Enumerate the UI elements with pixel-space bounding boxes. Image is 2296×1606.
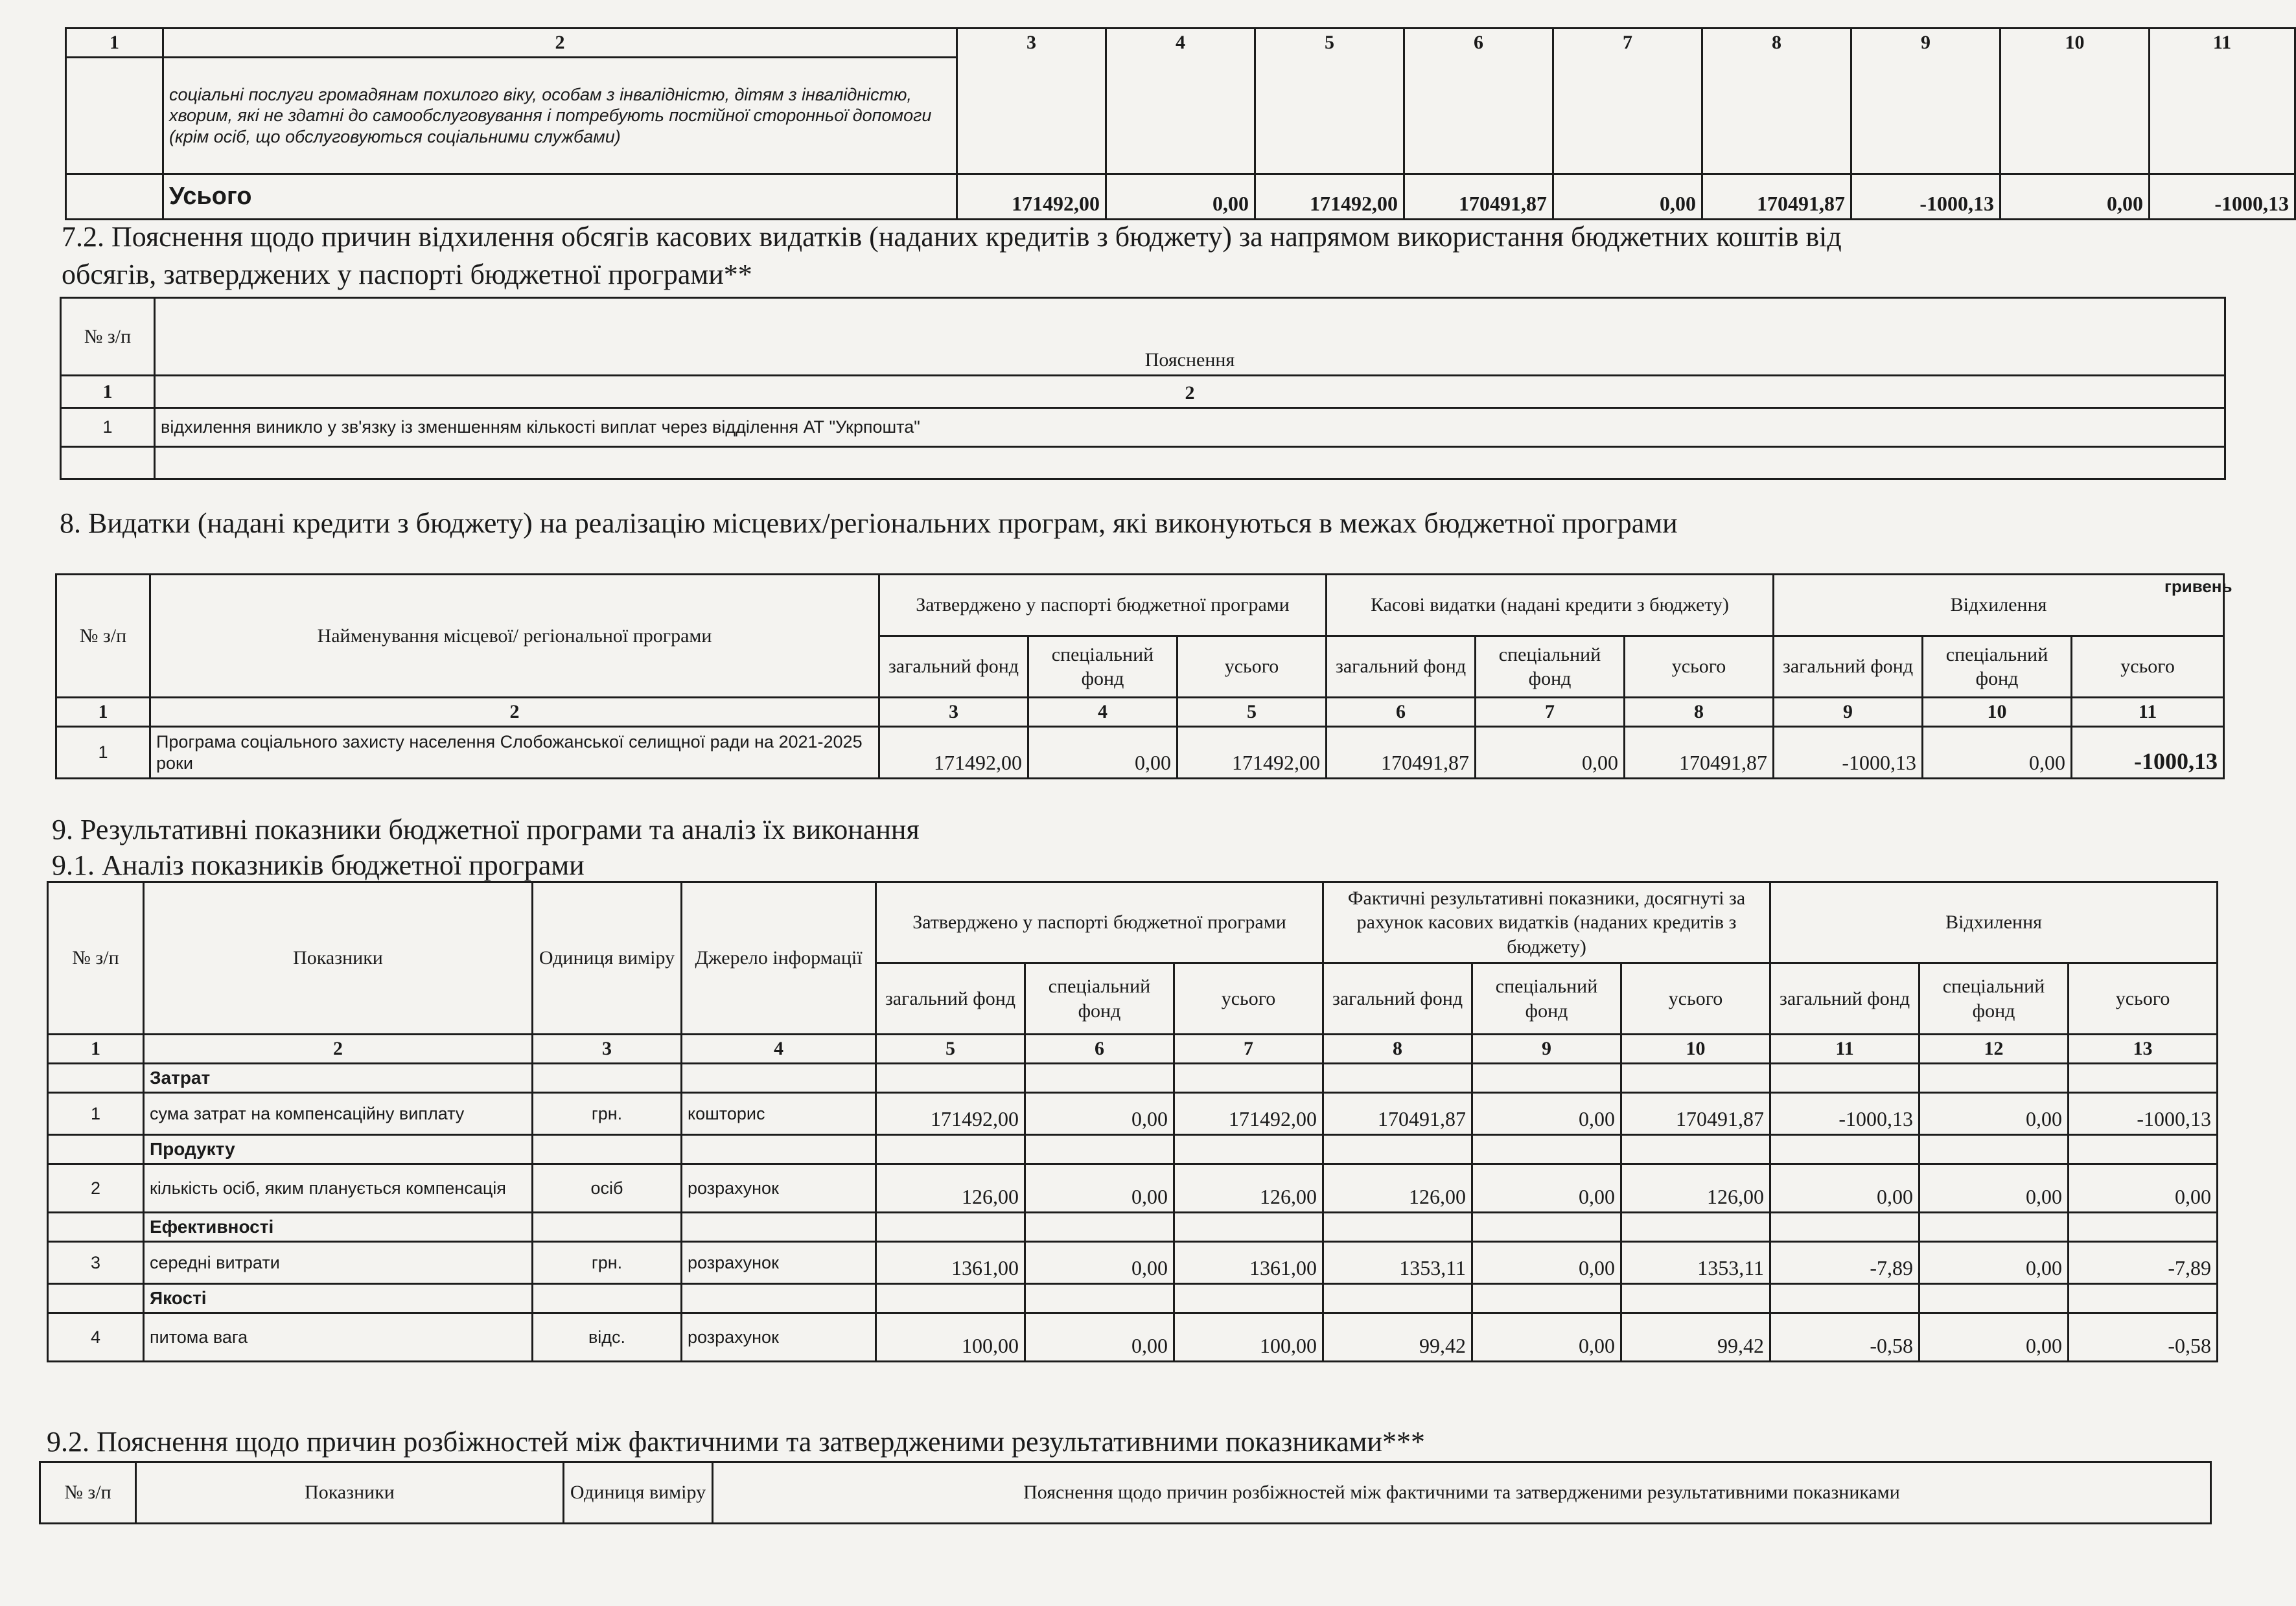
- empty-cell: [1621, 1213, 1770, 1242]
- sub-special: спеціальний фонд: [1923, 636, 2072, 698]
- empty-cell: [48, 1135, 144, 1164]
- category-cost: Затрат: [144, 1064, 533, 1093]
- total-row: [66, 174, 2295, 220]
- cell-value: 0,00: [1025, 1164, 1174, 1213]
- empty-cell: [48, 1064, 144, 1093]
- section-8-heading: 8. Видатки (надані кредити з бюджету) на реалізацію місцевих/регіональних програм, які виконуються в межах бюджетної програми: [60, 507, 1678, 539]
- row-no: 1: [61, 408, 155, 447]
- total-label: Усього: [163, 174, 957, 220]
- cell-value: 1353,11: [1621, 1242, 1770, 1284]
- total-value: -1000,13: [1851, 174, 2000, 220]
- sub-general: загальний фонд: [879, 636, 1028, 698]
- empty-cell: [1323, 1064, 1472, 1093]
- header-unit: Одиниця виміру: [533, 882, 682, 1035]
- col-num: 5: [876, 1035, 1025, 1064]
- header-indicators: Показники: [136, 1462, 564, 1524]
- cell-value: 0,00: [1025, 1242, 1174, 1284]
- table-9-1: [47, 881, 2218, 1362]
- empty-cell: [682, 1064, 876, 1093]
- col-num: 6: [1327, 698, 1476, 727]
- col-num: 3: [957, 29, 1106, 174]
- empty-cell: [533, 1213, 682, 1242]
- table-7-2: [60, 297, 2226, 480]
- table-row: [61, 408, 2225, 447]
- col-num: 8: [1625, 698, 1774, 727]
- cell-value: 0,00: [1472, 1164, 1621, 1213]
- row-no: 2: [48, 1164, 144, 1213]
- empty-cell: [1472, 1135, 1621, 1164]
- header-unit: Одиниця виміру: [564, 1462, 713, 1524]
- cell-value: 0,00: [1025, 1093, 1174, 1135]
- row-unit: осіб: [533, 1164, 682, 1213]
- empty-cell: [155, 447, 2225, 479]
- header-cash: Касові видатки (надані кредити з бюджету): [1327, 575, 1774, 636]
- sub-general: загальний фонд: [1323, 963, 1472, 1035]
- header-source: Джерело інформації: [682, 882, 876, 1035]
- empty-cell: [1770, 1284, 1919, 1313]
- col-num: 2: [144, 1035, 533, 1064]
- empty-cell: [2069, 1284, 2218, 1313]
- row-indicator: середні витрати: [144, 1242, 533, 1284]
- table-row: [56, 727, 2224, 779]
- col-num: 4: [1106, 29, 1255, 174]
- cell-value: 171492,00: [1174, 1093, 1323, 1135]
- empty-cell: [1770, 1064, 1919, 1093]
- empty-cell: [1472, 1284, 1621, 1313]
- col-num: 10: [2000, 29, 2150, 174]
- sub-total: усього: [1621, 963, 1770, 1035]
- total-value: 170491,87: [1404, 174, 1553, 220]
- currency-note: гривень: [2164, 577, 2232, 596]
- row-no: 4: [48, 1313, 144, 1362]
- cell-value: 170491,87: [1625, 727, 1774, 779]
- table-row: [48, 1164, 2218, 1213]
- empty-cell: [1174, 1213, 1323, 1242]
- cell-value: 170491,87: [1327, 727, 1476, 779]
- cell-value: 0,00: [1472, 1093, 1621, 1135]
- cell-value: 126,00: [1621, 1164, 1770, 1213]
- col-num: 11: [2150, 29, 2295, 174]
- category-row: [48, 1213, 2218, 1242]
- row-unit: грн.: [533, 1242, 682, 1284]
- empty-cell: [48, 1213, 144, 1242]
- row-source: кошторис: [682, 1093, 876, 1135]
- cell-value: 0,00: [2069, 1164, 2218, 1213]
- cell-value: 1361,00: [876, 1242, 1025, 1284]
- col-num: 2: [163, 29, 957, 58]
- cell-value: 99,42: [1621, 1313, 1770, 1362]
- col-num: 3: [533, 1035, 682, 1064]
- empty-cell: [1174, 1135, 1323, 1164]
- column-number-row: [56, 698, 2224, 727]
- cell-value: 126,00: [876, 1164, 1025, 1213]
- cell-value: 0,00: [1770, 1164, 1919, 1213]
- empty-cell: [876, 1064, 1025, 1093]
- sub-special: спеціальний фонд: [1919, 963, 2069, 1035]
- cell-value: -1000,13: [1774, 727, 1923, 779]
- empty-cell: [1472, 1064, 1621, 1093]
- cell-value: 0,00: [1923, 727, 2072, 779]
- empty-cell: [682, 1213, 876, 1242]
- col-num: 7: [1174, 1035, 1323, 1064]
- col-num: 9: [1472, 1035, 1621, 1064]
- category-row: [48, 1135, 2218, 1164]
- category-description: соціальні послуги громадянам похилого віку, особам з інвалідністю, дітям з інвалідністю, хворим, які не здатні до самообслуговування і потребують постійної сторонньої допомоги (крім осіб, що обслуговуються соціальними службами): [163, 58, 957, 174]
- empty-cell: [1025, 1213, 1174, 1242]
- empty-cell: [1323, 1213, 1472, 1242]
- total-value: 170491,87: [1702, 174, 1851, 220]
- header-explanation: Пояснення: [155, 298, 2225, 376]
- empty-cell: [2069, 1213, 2218, 1242]
- cell-value: 0,00: [1919, 1093, 2069, 1135]
- empty-cell: [876, 1284, 1025, 1313]
- cell-value: 0,00: [1919, 1164, 2069, 1213]
- category-product: Продукту: [144, 1135, 533, 1164]
- col-num: 6: [1404, 29, 1553, 174]
- sub-general: загальний фонд: [876, 963, 1025, 1035]
- cell-value: 1353,11: [1323, 1242, 1472, 1284]
- table-row: [48, 1313, 2218, 1362]
- row-source: розрахунок: [682, 1242, 876, 1284]
- header-deviation: Відхилення: [1774, 575, 2224, 636]
- total-value: -1000,13: [2150, 174, 2295, 220]
- sub-general: загальний фонд: [1770, 963, 1919, 1035]
- empty-cell: [876, 1135, 1025, 1164]
- column-number-row: [48, 1035, 2218, 1064]
- col-num: 7: [1553, 29, 1702, 174]
- row-indicator: сума затрат на компенсаційну виплату: [144, 1093, 533, 1135]
- section-9-heading: 9. Результативні показники бюджетної програми та аналіз їх виконання: [52, 814, 920, 845]
- total-value: 0,00: [1106, 174, 1255, 220]
- row-unit: відс.: [533, 1313, 682, 1362]
- empty-cell: [1621, 1135, 1770, 1164]
- col-num: 3: [879, 698, 1028, 727]
- col-num: 4: [682, 1035, 876, 1064]
- empty-cell: [2069, 1064, 2218, 1093]
- header-no: № з/п: [61, 298, 155, 376]
- empty-cell: [1323, 1284, 1472, 1313]
- cell-value: 0,00: [1472, 1242, 1621, 1284]
- header-explanation: Пояснення щодо причин розбіжностей між фактичними та затвердженими результативними показниками: [713, 1462, 2211, 1524]
- header-no: № з/п: [56, 575, 150, 698]
- table-9-2: [39, 1461, 2212, 1524]
- empty-cell: [1025, 1135, 1174, 1164]
- table-row: [48, 1242, 2218, 1284]
- cell-value: 0,00: [1025, 1313, 1174, 1362]
- cell-value: -1000,13: [2072, 727, 2224, 779]
- col-num: 8: [1702, 29, 1851, 174]
- cell-value: 100,00: [1174, 1313, 1323, 1362]
- empty-cell: [1174, 1064, 1323, 1093]
- header-no: № з/п: [48, 882, 144, 1035]
- sub-total: усього: [2069, 963, 2218, 1035]
- col-num: 6: [1025, 1035, 1174, 1064]
- section-9-2-heading: 9.2. Пояснення щодо причин розбіжностей між фактичними та затвердженими результативними показниками***: [47, 1426, 1425, 1458]
- empty-cell: [1919, 1213, 2069, 1242]
- col-num: 1: [56, 698, 150, 727]
- cell-value: 0,00: [1476, 727, 1625, 779]
- header-indicators: Показники: [144, 882, 533, 1035]
- cell-value: 170491,87: [1621, 1093, 1770, 1135]
- empty-cell: [533, 1064, 682, 1093]
- sub-special: спеціальний фонд: [1028, 636, 1177, 698]
- sub-total: усього: [1174, 963, 1323, 1035]
- cell-value: -0,58: [2069, 1313, 2218, 1362]
- category-efficiency: Ефективності: [144, 1213, 533, 1242]
- col-num: 10: [1923, 698, 2072, 727]
- col-num: 5: [1177, 698, 1327, 727]
- cell-value: 126,00: [1323, 1164, 1472, 1213]
- col-num: 12: [1919, 1035, 2069, 1064]
- sub-total: усього: [2072, 636, 2224, 698]
- section-9-1-heading: 9.1. Аналіз показників бюджетної програми: [52, 849, 585, 881]
- section-7-2-heading-line2: обсягів, затверджених у паспорті бюджетної програми**: [62, 258, 752, 290]
- sub-special: спеціальний фонд: [1476, 636, 1625, 698]
- sub-total: усього: [1177, 636, 1327, 698]
- cell-value: 171492,00: [876, 1093, 1025, 1135]
- col-num: 1: [66, 29, 163, 58]
- col-num: 10: [1621, 1035, 1770, 1064]
- section-7-2-heading-line1: 7.2. Пояснення щодо причин відхилення обсягів касових видатків (наданих кредитів з бюджету) за напрямом використання бюджетних коштів від: [62, 221, 1842, 253]
- col-num: 2: [150, 698, 879, 727]
- empty-cell: [1025, 1064, 1174, 1093]
- table-continuation: [65, 27, 2296, 220]
- col-num: 11: [2072, 698, 2224, 727]
- row-source: розрахунок: [682, 1164, 876, 1213]
- empty-cell: [533, 1135, 682, 1164]
- row-indicator: кількість осіб, яким планується компенсація: [144, 1164, 533, 1213]
- row-no: 3: [48, 1242, 144, 1284]
- empty-cell: [682, 1135, 876, 1164]
- total-value: 0,00: [1553, 174, 1702, 220]
- cell-value: -0,58: [1770, 1313, 1919, 1362]
- empty-cell: [682, 1284, 876, 1313]
- header-approved: Затверджено у паспорті бюджетної програми: [876, 882, 1323, 963]
- cell-value: 0,00: [1472, 1313, 1621, 1362]
- cell-value: 0,00: [1028, 727, 1177, 779]
- col-num: 9: [1851, 29, 2000, 174]
- empty-cell: [66, 58, 163, 174]
- cell-value: -7,89: [1770, 1242, 1919, 1284]
- total-value: 171492,00: [957, 174, 1106, 220]
- empty-cell: [876, 1213, 1025, 1242]
- header-actual: Фактичні результативні показники, досягнуті за рахунок касових видатків (наданих кредитів з бюджету): [1323, 882, 1770, 963]
- empty-cell: [48, 1284, 144, 1313]
- sub-general: загальний фонд: [1327, 636, 1476, 698]
- header-approved: Затверджено у паспорті бюджетної програми: [879, 575, 1327, 636]
- table-8: [55, 573, 2225, 779]
- table-row: [48, 1093, 2218, 1135]
- cell-value: -1000,13: [1770, 1093, 1919, 1135]
- empty-cell: [1472, 1213, 1621, 1242]
- category-row: [48, 1064, 2218, 1093]
- empty-cell: [1919, 1284, 2069, 1313]
- category-quality: Якості: [144, 1284, 533, 1313]
- cell-value: 171492,00: [879, 727, 1028, 779]
- col-num: 1: [61, 376, 155, 408]
- col-num: 13: [2069, 1035, 2218, 1064]
- category-row: [48, 1284, 2218, 1313]
- empty-cell: [1770, 1135, 1919, 1164]
- cell-value: 171492,00: [1177, 727, 1327, 779]
- cell-value: 99,42: [1323, 1313, 1472, 1362]
- header-deviation: Відхилення: [1770, 882, 2218, 963]
- empty-cell: [1621, 1284, 1770, 1313]
- sub-special: спеціальний фонд: [1472, 963, 1621, 1035]
- col-num: 7: [1476, 698, 1625, 727]
- cell-value: -7,89: [2069, 1242, 2218, 1284]
- sub-general: загальний фонд: [1774, 636, 1923, 698]
- header-program-name: Найменування місцевої/ регіональної програми: [150, 575, 879, 698]
- row-no: 1: [48, 1093, 144, 1135]
- cell-value: 170491,87: [1323, 1093, 1472, 1135]
- row-source: розрахунок: [682, 1313, 876, 1362]
- empty-cell: [2069, 1135, 2218, 1164]
- cell-value: 0,00: [1919, 1313, 2069, 1362]
- sub-special: спеціальний фонд: [1025, 963, 1174, 1035]
- col-num: 11: [1770, 1035, 1919, 1064]
- empty-cell: [1621, 1064, 1770, 1093]
- empty-cell: [1323, 1135, 1472, 1164]
- sub-total: усього: [1625, 636, 1774, 698]
- cell-value: 1361,00: [1174, 1242, 1323, 1284]
- empty-cell: [1919, 1135, 2069, 1164]
- total-value: 171492,00: [1255, 174, 1404, 220]
- empty-cell: [533, 1284, 682, 1313]
- empty-cell: [1025, 1284, 1174, 1313]
- empty-cell: [66, 174, 163, 220]
- total-value: 0,00: [2000, 174, 2150, 220]
- empty-cell: [1174, 1284, 1323, 1313]
- col-num: 1: [48, 1035, 144, 1064]
- row-indicator: питома вага: [144, 1313, 533, 1362]
- col-num: 2: [155, 376, 2225, 408]
- row-program-name: Програма соціального захисту населення Слобожанської селищної ради на 2021-2025 роки: [150, 727, 879, 779]
- cell-value: 100,00: [876, 1313, 1025, 1362]
- empty-cell: [1919, 1064, 2069, 1093]
- empty-cell: [1770, 1213, 1919, 1242]
- row-unit: грн.: [533, 1093, 682, 1135]
- empty-cell: [61, 447, 155, 479]
- row-explanation: відхилення виникло у зв'язку із зменшенням кількості виплат через відділення АТ "Укрпошта": [155, 408, 2225, 447]
- header-no: № з/п: [40, 1462, 136, 1524]
- col-num: 8: [1323, 1035, 1472, 1064]
- col-num: 5: [1255, 29, 1404, 174]
- col-num: 4: [1028, 698, 1177, 727]
- row-no: 1: [56, 727, 150, 779]
- col-num: 9: [1774, 698, 1923, 727]
- cell-value: 0,00: [1919, 1242, 2069, 1284]
- cell-value: -1000,13: [2069, 1093, 2218, 1135]
- cell-value: 126,00: [1174, 1164, 1323, 1213]
- column-number-row: [66, 29, 2295, 58]
